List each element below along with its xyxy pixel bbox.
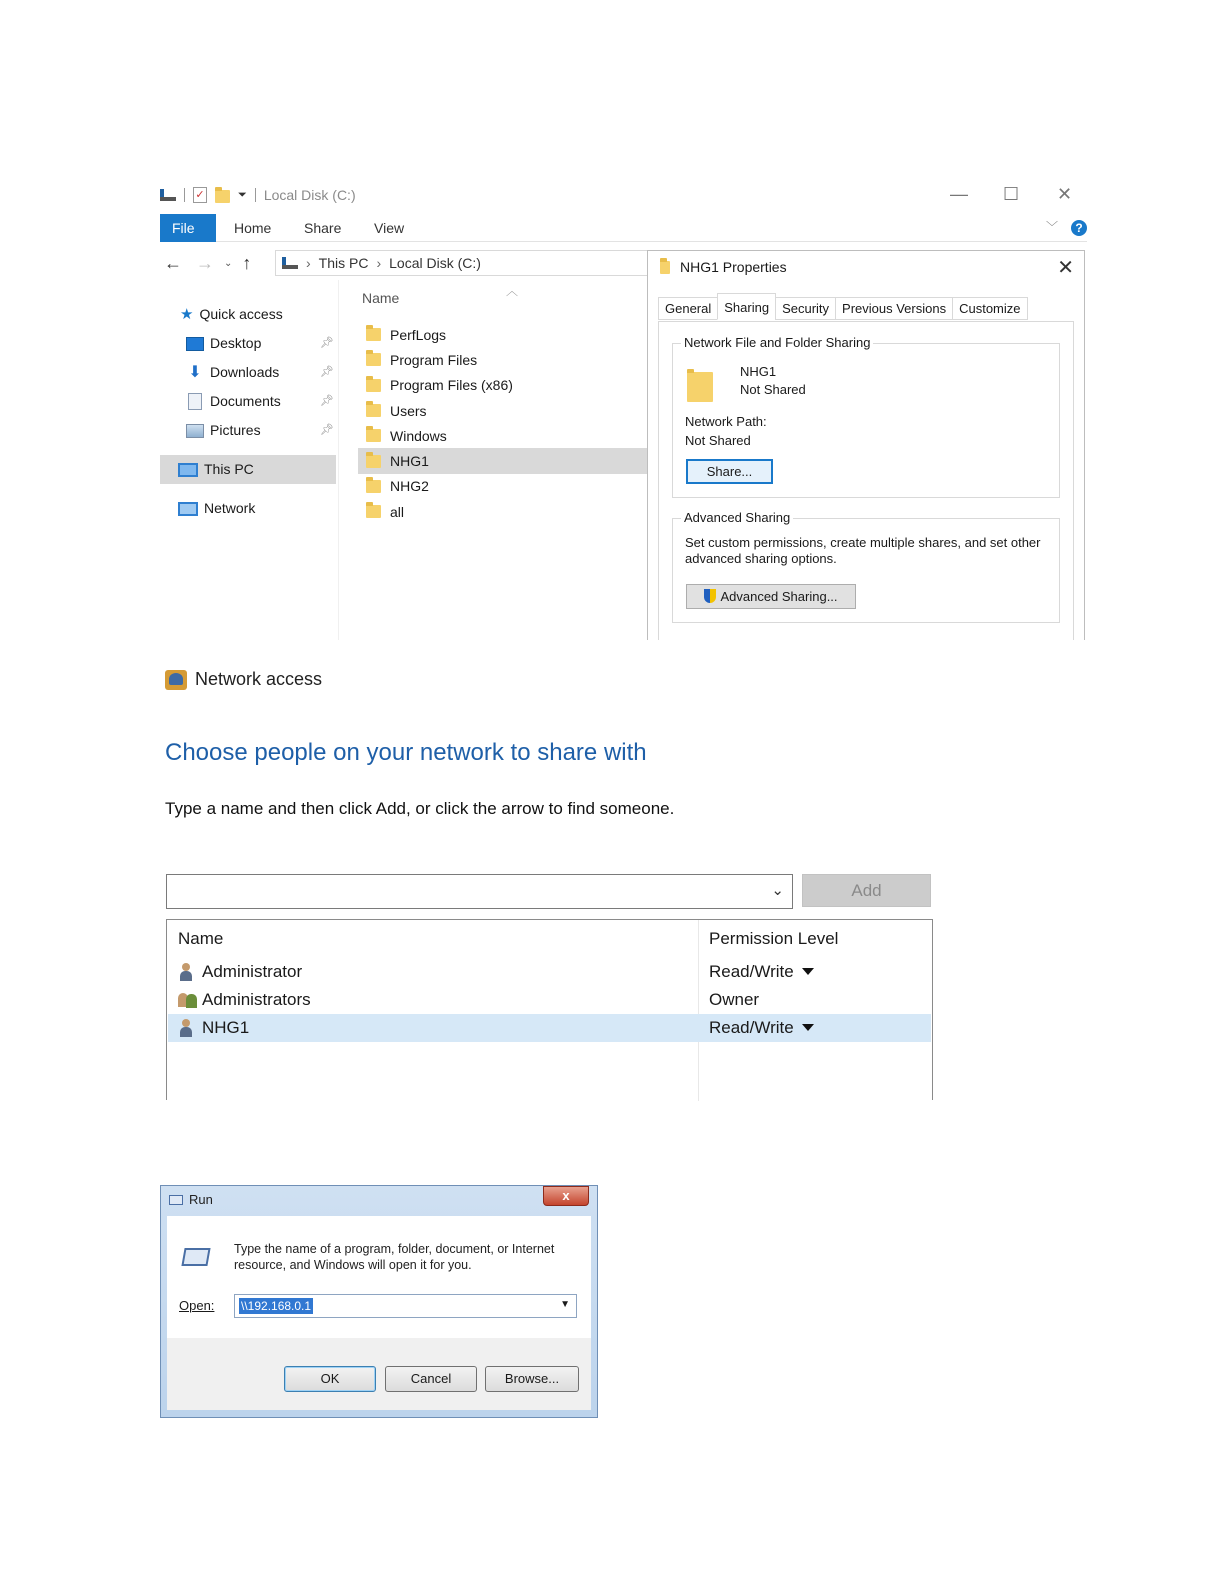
help-icon[interactable]: ? — [1071, 220, 1087, 236]
desktop-icon — [186, 337, 204, 351]
window-title: Local Disk (C:) — [263, 187, 356, 203]
run-close-button[interactable]: x — [543, 1186, 589, 1206]
user-name: Administrator — [202, 962, 303, 981]
advanced-sharing-group — [672, 510, 1060, 623]
list-item[interactable]: Program Files (x86) — [358, 373, 648, 398]
permission-dropdown[interactable]: Read/Write — [709, 962, 814, 982]
add-button[interactable]: Add — [802, 874, 931, 907]
run-program-icon — [181, 1248, 210, 1266]
folder-icon — [366, 404, 381, 417]
sort-ascending-icon: ︿ — [506, 284, 519, 298]
user-name: Administrators — [202, 990, 311, 1009]
expand-ribbon-icon[interactable]: ﹀ — [1046, 220, 1059, 234]
open-label: Open: — [179, 1298, 215, 1313]
wizard-title: Network access — [195, 669, 323, 689]
minimize-button[interactable]: — — [950, 184, 968, 204]
user-name: NHG1 — [202, 1018, 250, 1037]
permission-level: Owner — [709, 990, 760, 1009]
dropdown-arrow-icon[interactable] — [802, 968, 814, 975]
tab-customize[interactable]: Customize — [952, 297, 1027, 320]
maximize-button[interactable]: ☐ — [1003, 184, 1020, 204]
tab-previous-versions[interactable]: Previous Versions — [835, 297, 953, 320]
nav-pictures[interactable]: Pictures 📌︎ — [160, 416, 340, 445]
properties-check-icon[interactable]: ✓ — [193, 187, 207, 203]
tab-general[interactable]: General — [658, 297, 718, 320]
folder-name: NHG1 — [740, 364, 777, 379]
dropdown-arrow-icon[interactable] — [802, 1024, 814, 1031]
pane-divider[interactable] — [338, 280, 339, 640]
nav-this-pc[interactable]: This PC — [160, 455, 336, 484]
advanced-sharing-button[interactable]: Advanced Sharing... — [686, 584, 856, 609]
tab-security[interactable]: Security — [775, 297, 836, 320]
share-button[interactable]: Share... — [686, 459, 773, 484]
tab-share[interactable]: Share — [304, 220, 342, 236]
nav-network[interactable]: Network — [160, 494, 340, 523]
quick-access-toolbar — [160, 184, 356, 206]
list-item[interactable]: Program Files — [358, 347, 648, 372]
back-arrow-icon[interactable]: ← — [164, 252, 182, 273]
list-item[interactable]: Users — [358, 398, 648, 423]
list-item[interactable]: Windows — [358, 423, 648, 448]
open-combobox[interactable] — [234, 1294, 577, 1318]
tab-view[interactable]: View — [374, 220, 405, 236]
run-description: Type the name of a program, folder, document, or Internet resource, and Windows will open it for you. — [234, 1242, 555, 1272]
file-explorer-window — [160, 180, 1087, 640]
computer-icon — [178, 463, 198, 477]
run-window-icon — [169, 1195, 183, 1205]
new-folder-icon[interactable] — [215, 190, 230, 203]
pin-icon[interactable]: 📌︎ — [320, 366, 334, 378]
breadcrumb-this-pc[interactable]: This PC — [318, 255, 369, 271]
breadcrumb-local-disk[interactable]: Local Disk (C:) — [389, 255, 481, 271]
dropdown-arrow-icon[interactable]: ▼ — [560, 1299, 570, 1310]
navigation-pane — [160, 300, 340, 523]
nav-quick-access[interactable]: ★ Quick access — [160, 300, 340, 329]
ribbon — [160, 214, 1087, 242]
network-path-value: Not Shared — [685, 433, 751, 448]
user-name-combobox[interactable] — [166, 874, 793, 909]
user-icon — [179, 1019, 193, 1037]
dialog-title: NHG1 Properties — [660, 259, 787, 275]
folder-icon — [366, 480, 381, 493]
browse-button[interactable]: Browse... — [485, 1366, 579, 1392]
table-row[interactable] — [168, 986, 931, 1014]
pin-icon[interactable]: 📌︎ — [320, 337, 334, 349]
column-header-name[interactable]: Name — [362, 290, 400, 306]
customize-toolbar-icon[interactable]: ⏷ — [238, 188, 247, 201]
run-dialog — [160, 1185, 598, 1418]
list-item[interactable]: PerfLogs — [358, 322, 648, 347]
folder-icon — [366, 353, 381, 366]
drive-icon — [282, 257, 298, 269]
permission-dropdown[interactable]: Read/Write — [709, 1018, 814, 1038]
nav-downloads[interactable]: ⬇ Downloads 📌︎ — [160, 358, 340, 387]
folder-share-status: Not Shared — [740, 382, 806, 397]
folder-icon — [366, 328, 381, 341]
properties-tabs — [658, 297, 1027, 320]
wizard-header — [165, 669, 322, 690]
sharing-panel — [658, 321, 1074, 640]
pin-icon[interactable]: 📌︎ — [320, 395, 334, 407]
documents-icon — [188, 393, 202, 410]
wizard-heading: Choose people on your network to share with — [165, 739, 647, 766]
group-label: Network File and Folder Sharing — [681, 335, 873, 350]
run-title: Run — [189, 1192, 213, 1207]
list-item[interactable]: all — [358, 499, 648, 524]
tab-home[interactable]: Home — [234, 220, 272, 236]
file-list — [358, 322, 648, 524]
folder-icon — [366, 455, 381, 468]
run-button-bar — [167, 1338, 591, 1410]
network-path-label: Network Path: — [685, 414, 767, 429]
star-icon: ★ — [180, 306, 194, 323]
address-bar-row — [160, 248, 650, 278]
forward-arrow-icon[interactable]: → — [196, 252, 214, 273]
tab-sharing[interactable]: Sharing — [717, 293, 776, 320]
run-body — [167, 1216, 591, 1338]
download-arrow-icon: ⬇ — [188, 364, 202, 381]
network-access-icon — [165, 670, 187, 690]
run-title-bar — [169, 1192, 213, 1207]
nav-documents[interactable]: Documents 📌︎ — [160, 387, 340, 416]
cancel-button[interactable]: Cancel — [385, 1366, 477, 1392]
folder-icon — [366, 505, 381, 518]
close-button[interactable]: ✕ — [1057, 184, 1073, 204]
network-icon — [178, 502, 198, 516]
share-users-table — [166, 919, 933, 1100]
user-group-icon — [176, 991, 198, 1009]
list-item-selected[interactable]: NHG1 — [358, 448, 648, 473]
list-item[interactable]: NHG2 — [358, 474, 648, 499]
table-row-selected[interactable] — [168, 1014, 931, 1042]
folder-icon — [366, 379, 381, 392]
pictures-icon — [186, 424, 204, 438]
tab-file[interactable]: File — [160, 214, 216, 242]
recent-locations-icon[interactable]: ⌄ — [224, 257, 233, 269]
wizard-instruction: Type a name and then click Add, or click the arrow to find someone. — [165, 799, 675, 818]
column-header-name[interactable]: Name — [178, 929, 224, 948]
table-row[interactable] — [168, 958, 931, 986]
advanced-sharing-description: Set custom permissions, create multiple shares, and set other advanced sharing options. — [685, 535, 1041, 566]
pin-icon[interactable]: 📌︎ — [320, 424, 334, 436]
column-header-permission[interactable]: Permission Level — [709, 929, 839, 948]
open-input[interactable]: \\192.168.0.1 — [241, 1299, 312, 1313]
folder-icon — [660, 261, 670, 274]
dialog-close-button[interactable]: ✕ — [1057, 257, 1074, 279]
folder-icon — [366, 429, 381, 442]
group-label: Advanced Sharing — [681, 510, 793, 525]
uac-shield-icon — [704, 589, 716, 603]
network-sharing-group — [672, 335, 1060, 498]
address-box[interactable]: › This PC › Local Disk (C:) — [275, 250, 650, 276]
user-icon — [179, 963, 193, 981]
drive-icon — [160, 189, 176, 201]
properties-dialog — [647, 250, 1085, 640]
ok-button[interactable]: OK — [284, 1366, 376, 1392]
up-arrow-icon[interactable]: ↑ — [242, 252, 252, 273]
shared-folder-icon — [687, 372, 713, 402]
network-access-wizard — [165, 665, 935, 1105]
chevron-down-icon[interactable]: ⌄ — [771, 882, 784, 899]
nav-desktop[interactable]: Desktop 📌︎ — [160, 329, 340, 358]
